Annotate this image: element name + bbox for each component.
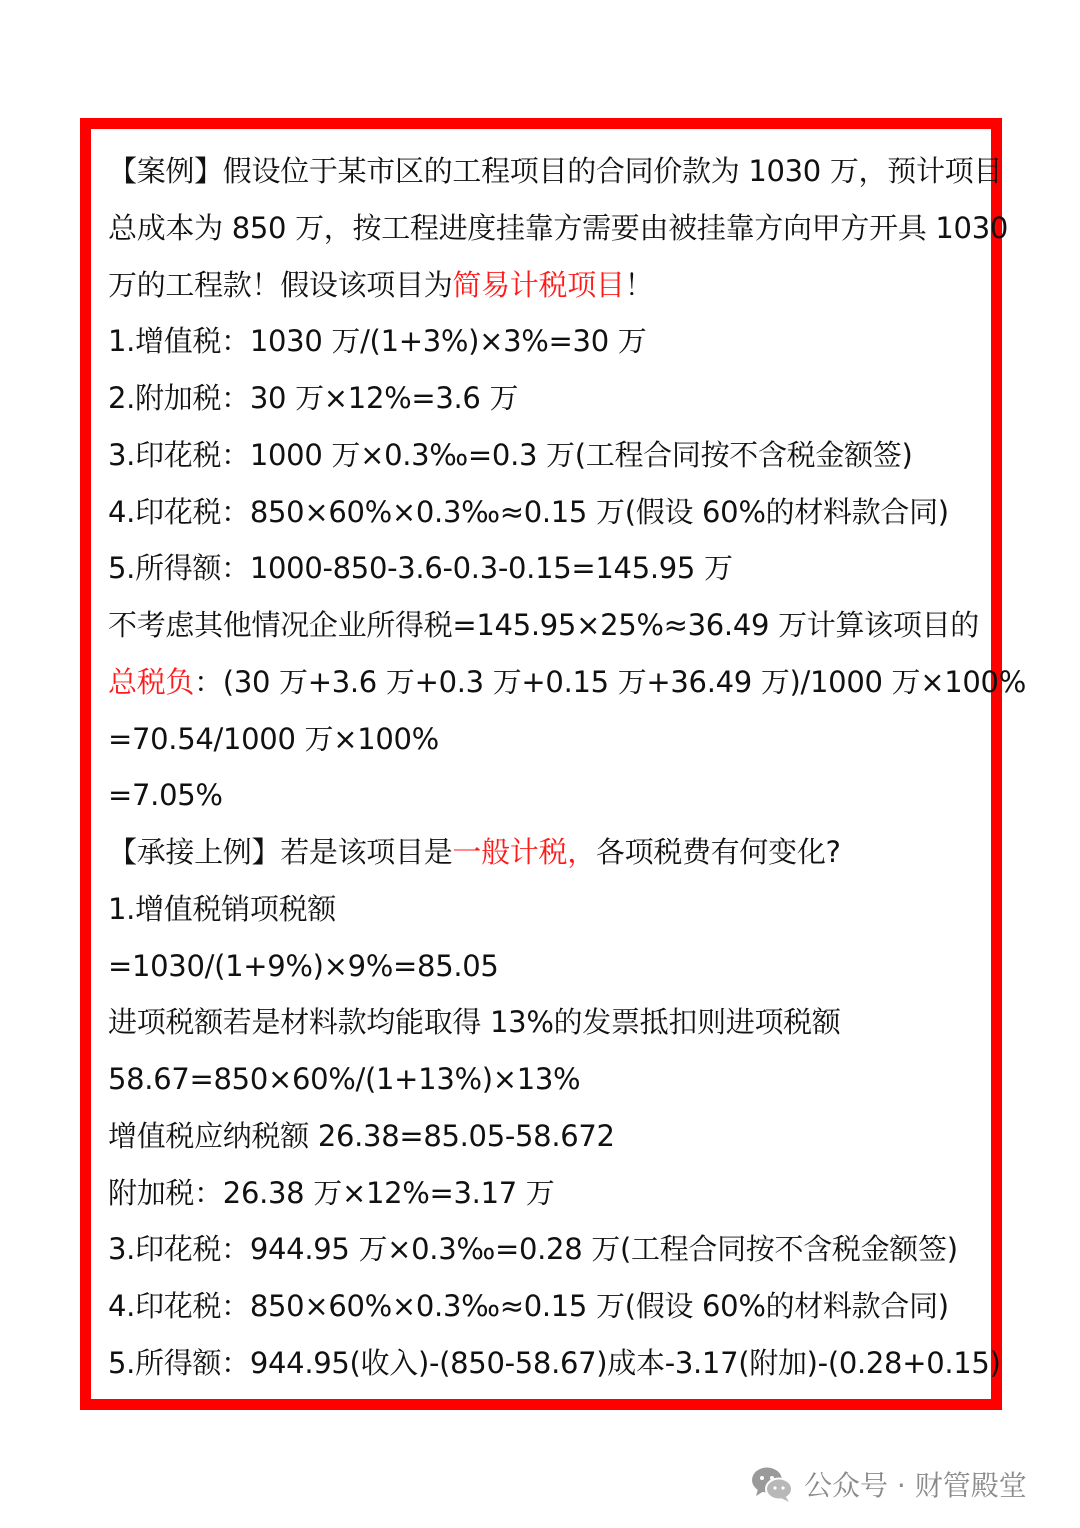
text-line: 4.印花税：850×60%×0.3‰≈0.15 万(假设 60%的材料款合同): [108, 1289, 949, 1323]
text-line: 1.增值税销项税额: [108, 891, 336, 926]
case-content: [108, 143, 1026, 1392]
watermark-text: 公众号 · 财管殿堂: [804, 1469, 1027, 1502]
text-line: 【案例】假设位于某市区的工程项目的合同价款为 1030 万，预计项目: [108, 154, 1003, 188]
text-line: =70.54/1000 万×100%: [108, 721, 439, 756]
highlight-simple-tax: 简易计税项目: [452, 267, 625, 302]
wechat-icon: [750, 1464, 794, 1504]
text-line: =7.05%: [108, 778, 223, 813]
text-line: 进项税额若是材料款均能取得 13%的发票抵扣则进项税额: [108, 1005, 841, 1040]
text-line: 58.67=850×60%/(1+13%)×13%: [108, 1062, 581, 1096]
text-line: 5.所得额：944.95(收入)-(850-58.67)成本-3.17(附加)-(0.28+0.15): [108, 1345, 1001, 1380]
text-line: 1.增值税：1030 万/(1+3%)×3%=30 万: [108, 324, 647, 359]
text-line: 3.印花税：1000 万×0.3‰=0.3 万(工程合同按不含税金额签): [108, 437, 913, 472]
text-line: 4.印花税：850×60%×0.3‰≈0.15 万(假设 60%的材料款合同): [108, 494, 949, 529]
text-line: 不考虑其他情况企业所得税=145.95×25%≈36.49 万计算该项目的: [108, 608, 979, 642]
text-line: 【承接上例】若是该项目是一般计税，各项税费有何变化?: [108, 835, 841, 869]
text-line: 总税负：(30 万+3.6 万+0.3 万+0.15 万+36.49 万)/1000 万×100%: [108, 664, 1026, 699]
text-line: 2.附加税：30 万×12%=3.6 万: [108, 381, 519, 415]
highlight-total-tax: 总税负: [108, 664, 195, 699]
text-line: 附加税：26.38 万×12%=3.17 万: [108, 1175, 555, 1210]
highlight-general-tax: 一般计税，: [452, 835, 596, 869]
text-line: 5.所得额：1000-850-3.6-0.3-0.15=145.95 万: [108, 551, 733, 586]
text-line: =1030/(1+9%)×9%=85.05: [108, 948, 499, 983]
text-line: 万的工程款！假设该项目为简易计税项目！: [108, 267, 654, 302]
case-box: [80, 118, 1026, 1410]
text-line: 总成本为 850 万，按工程进度挂靠方需要由被挂靠方向甲方开具 1030: [108, 210, 1009, 245]
text-line: 增值税应纳税额 26.38=85.05-58.672: [108, 1118, 615, 1153]
watermark: [750, 1460, 1027, 1508]
text-line: 3.印花税：944.95 万×0.3‰=0.28 万(工程合同按不含税金额签): [108, 1232, 958, 1267]
